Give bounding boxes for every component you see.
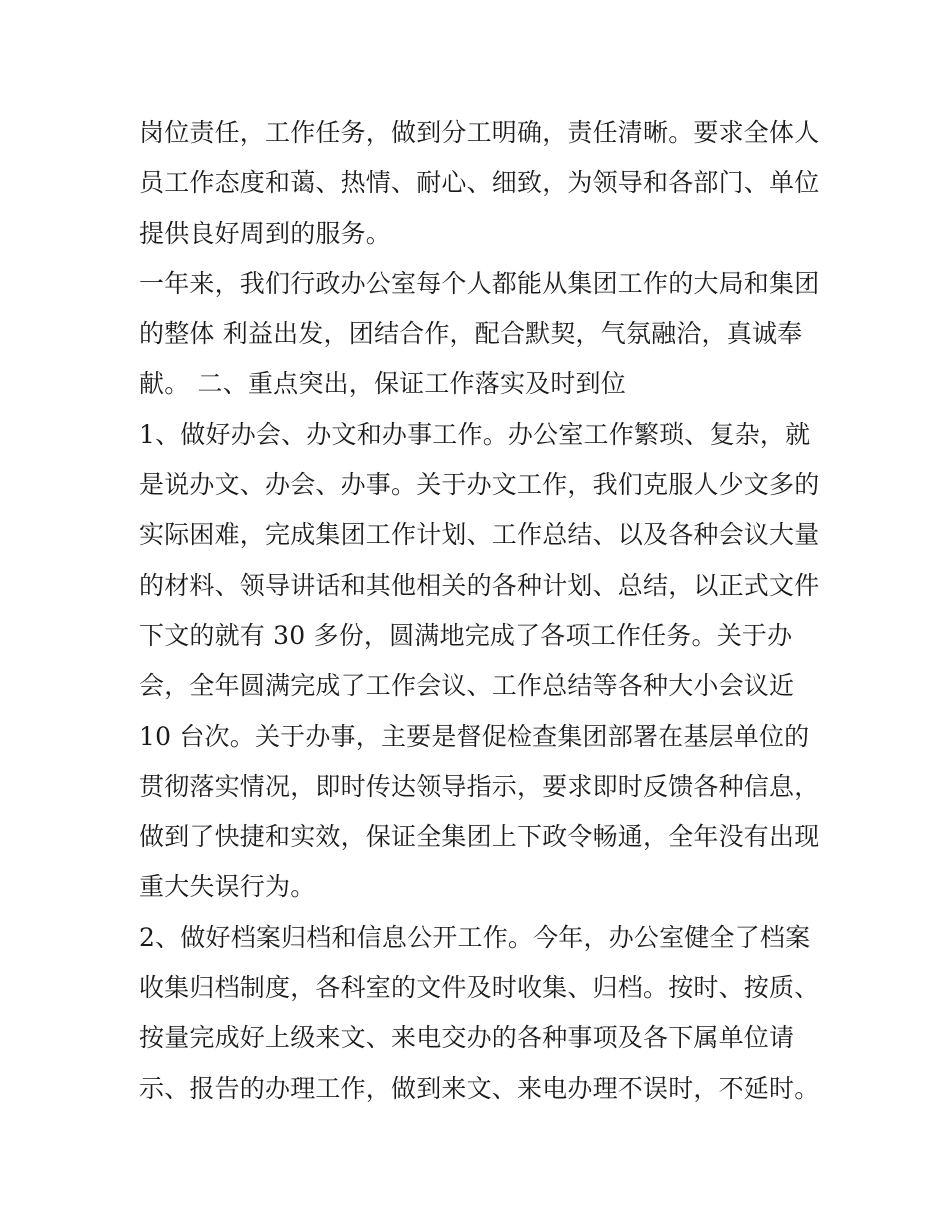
text-line: 10 台次。关于办事，主要是督促检查集团部署在基层单位的 [139, 721, 810, 751]
text-line: 提供良好周到的服务。 [139, 218, 392, 248]
text-line: 一年来，我们行政办公室每个人都能从集团工作的大局和集团 [139, 268, 820, 298]
text-line: 岗位责任，工作任务，做到分工明确，责任清晰。要求全体人 [139, 118, 820, 147]
text-line: 2、做好档案归档和信息公开工作。今年，办公室健全了档案 [139, 922, 811, 952]
text-line: 收集归档制度，各科室的文件及时收集、归档。按时、按质、 [139, 973, 820, 1003]
text-line: 下文的就有 30 多份，圆满地完成了各项工作任务。关于办 [139, 620, 793, 650]
text-line: 实际困难，完成集团工作计划、工作总结、以及各种会议大量 [139, 520, 820, 550]
text-line: 重大失误行为。 [139, 872, 316, 902]
text-line: 的材料、领导讲话和其他相关的各种计划、总结，以正式文件 [139, 570, 820, 600]
text-line: 员工作态度和蔼、热情、耐心、细致，为领导和各部门、单位 [139, 168, 820, 198]
text-line: 示、报告的办理工作，做到来文、来电办理不误时，不延时。 [139, 1073, 820, 1103]
text-line: 是说办文、办会、办事。关于办文工作，我们克服人少文多的 [139, 470, 820, 500]
text-line: 按量完成好上级来文、来电交办的各种事项及各下属单位请 [139, 1023, 795, 1053]
text-line: 贯彻落实情况，即时传达领导指示，要求即时反馈各种信息， [139, 771, 820, 801]
text-line: 会，全年圆满完成了工作会议、工作总结等各种大小会议近 [139, 671, 795, 701]
text-line: 做到了快捷和实效，保证全集团上下政令畅通，全年没有出现 [139, 822, 820, 852]
body-text [139, 108, 819, 1114]
text-line: 献。 二、重点突出，保证工作落实及时到位 [139, 369, 626, 399]
text-line: 1、做好办会、办文和办事工作。办公室工作繁琐、复杂，就 [139, 419, 811, 449]
text-line: 的整体 利益出发，团结合作，配合默契，气氛融洽，真诚奉 [139, 319, 803, 349]
